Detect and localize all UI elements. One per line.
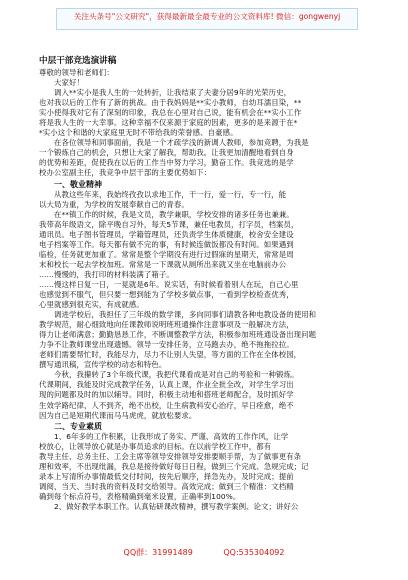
text-line: 录本上写清所办事情最低交付时间，按先后顺序，择急先办，及时完成；提前 xyxy=(39,471,294,481)
text-line: 实小使得我对它有了深刻的印象，我总在心里对自己说，能有机会在**实小工作 xyxy=(39,108,302,118)
section-2 xyxy=(39,432,373,512)
text-line: 教导主任、总务主任、工会主席等领导安排领导安排要顺手帮，为了做事更有条 xyxy=(39,451,302,461)
text-line: 调阅，当天、当时我的资料及时交给领导。高效完成；做到三个精准：文档精 xyxy=(39,481,294,491)
text-line: 一个锻炼自己的机会，只想让大家了解我，帮助我。让我更加清醒地看到自身 xyxy=(39,148,294,158)
text-line: 力争不让教师课堂出现遗憾。领导一安排任务，立马跑去办，绝不拖拖拉拉。 xyxy=(39,340,294,350)
text-line: 的优势和差距，促使我在以后的工作当中努力学习，勤奋工作。我竞选的是学 xyxy=(39,158,294,168)
paragraph xyxy=(39,138,373,178)
text-line: 电子档案等工作。每天都有做不完的事，有时候连做饭都没有时间。如果遇到 xyxy=(39,239,294,249)
text-line: 因为自己是短期代课而马马虎虎，就放松要求。 xyxy=(39,410,197,420)
text-line: 教学规范，耐心细致地向任课教师说明班班通操作注意事项及一般解决方法， xyxy=(39,320,294,330)
text-line: 将是我人生的一大幸事。这种幸福不仅来源于家庭的因素，更多的是来源于在* xyxy=(39,118,298,128)
paragraph xyxy=(39,190,373,280)
text-line: 以大局为重，为学校的发展奉献自己的青春。 xyxy=(39,199,189,209)
greeting: 大家好！ xyxy=(54,78,84,88)
text-line: ……慢这样日复一日，一晃就是6年。说实话，有时候看着别人在玩，自己心里 xyxy=(39,279,299,289)
document-title: 中层干部竞选演讲稿 xyxy=(39,56,117,66)
text-line: 得力让老师满意；勤勤恳恳工作，不断调整教学方法，积极参加班班通设备出现问题 xyxy=(39,330,317,340)
text-line: 通讯员。电子图书管理员，学籍管理员，还负责学生体质健康，校舍安全建设 xyxy=(39,229,294,239)
text-line: 理和效率，不出现纰漏，我总是接待做好每日日程，做到三个完成、急规完成；记 xyxy=(39,461,309,471)
text-line: 调进学校后，我担任了三年级的数学课，多向同事们请教各种电教设备的使用和 xyxy=(54,310,317,320)
text-line: 现的问题都及时的加以辅导。同时，积极主动地和搭班老师配合，及时抓好学 xyxy=(39,390,294,400)
text-line: 从教这些年来，我始终孜孜以求地工作，干一行，爱一行，专一行，能 xyxy=(54,189,287,199)
text-line: 代课期间，我能及时完成教学任务，认真上课，作业全批全改，对学生学习出 xyxy=(39,380,294,390)
text-line: 临检，任务就更加重了。常常是整个学期没有进行过假寐的星期天，常常是周 xyxy=(39,249,294,259)
text-line: 撰写通讯稿，宣传学校的动态和特色。 xyxy=(39,360,167,370)
text-line: ……慢慢的，我打印的材料装满了箱子。 xyxy=(39,269,174,279)
text-line: 心里就感到很充实，有成就感。 xyxy=(39,300,144,310)
text-line: 生效学路纪律，人不到齐，绝不出校，让生病教科安心治疗，早日痊愈，绝不 xyxy=(39,400,294,410)
paragraph xyxy=(39,502,373,512)
section-heading: 一、敬业精神 xyxy=(54,179,102,189)
intro-section xyxy=(39,88,373,178)
banner-text: 关注头条号"公文研究"，获得最新最全最专业的公文资料库! 微信：gongwenyj xyxy=(73,12,341,21)
qq-group-text: QQ群：31991489 xyxy=(123,548,193,557)
paragraph xyxy=(39,370,373,420)
document-body xyxy=(39,55,373,512)
text-line: 在**镇工作的时候，我是文员，教学兼职，学校安排的诸多任务也兼兼。 xyxy=(54,209,294,219)
paragraph xyxy=(39,280,373,310)
text-line: 调入**实小是我人生的一处转折，让我结束了夫妻分居9年的光荣历史， xyxy=(54,88,292,98)
text-line: 今秋，我攥转了3个年级代课，我把代课看成是对自己的考验和一种锻炼。 xyxy=(54,370,299,380)
text-line: 老师们需要帮忙时，我能尽力，尽力不让别人失望，等方面的工作在全体校园， xyxy=(39,350,302,360)
text-line: 在各位领导和同事面前，我是一个才疏学浅的新调人教师，参加竞聘，为我是 xyxy=(54,138,309,148)
banner xyxy=(56,8,358,30)
text-line: 2、做好教学本职工作。认真钻研课改精神，撰写教学案例、论文；讲好公 xyxy=(54,501,299,511)
section-1 xyxy=(39,190,373,421)
text-line: 末和校长一起去学校加班。常常是一下课就从厕所出来就又坐在电脑前办公 xyxy=(39,259,287,269)
salutation: 尊敬的领导和老师们： xyxy=(39,68,114,77)
text-line: 也对我以后的工作有了新的挑战。由于我妈妈是**实小教师，自幼耳濡目染，** xyxy=(39,98,302,108)
paragraph xyxy=(39,310,373,370)
section-heading: 二、专业素质 xyxy=(54,421,102,431)
text-line: 校办公室副主任，我竞争中层干部的主要优势如下： xyxy=(39,168,212,178)
text-line: 也感觉到不服气，但只要一想到能为了学校多做点事，一看到学校检查优秀， xyxy=(39,289,294,299)
footer xyxy=(0,547,408,558)
text-line: *实小这个和谐的大家庭里无时不带给我的荣誉感、自豪感。 xyxy=(39,128,238,138)
text-line: 校放心，让领导放心就是办事员追求的目标。在以前学校工作中，都有 xyxy=(39,441,272,451)
text-line: 1、6年多的工作积累，让我形成了务实、严谨、高效的工作作风，让学 xyxy=(54,431,289,441)
paragraph xyxy=(39,432,373,502)
text-line: 确到每个标点符号，表格精确到毫米设置，正确率到100%。 xyxy=(39,491,241,501)
qq-text: QQ:535304092 xyxy=(223,548,285,557)
paragraph xyxy=(39,88,373,138)
text-line: 我带高年级语文，除平晚自习外，每天5节课，兼任电教员，打字员，档案员， xyxy=(39,219,299,229)
